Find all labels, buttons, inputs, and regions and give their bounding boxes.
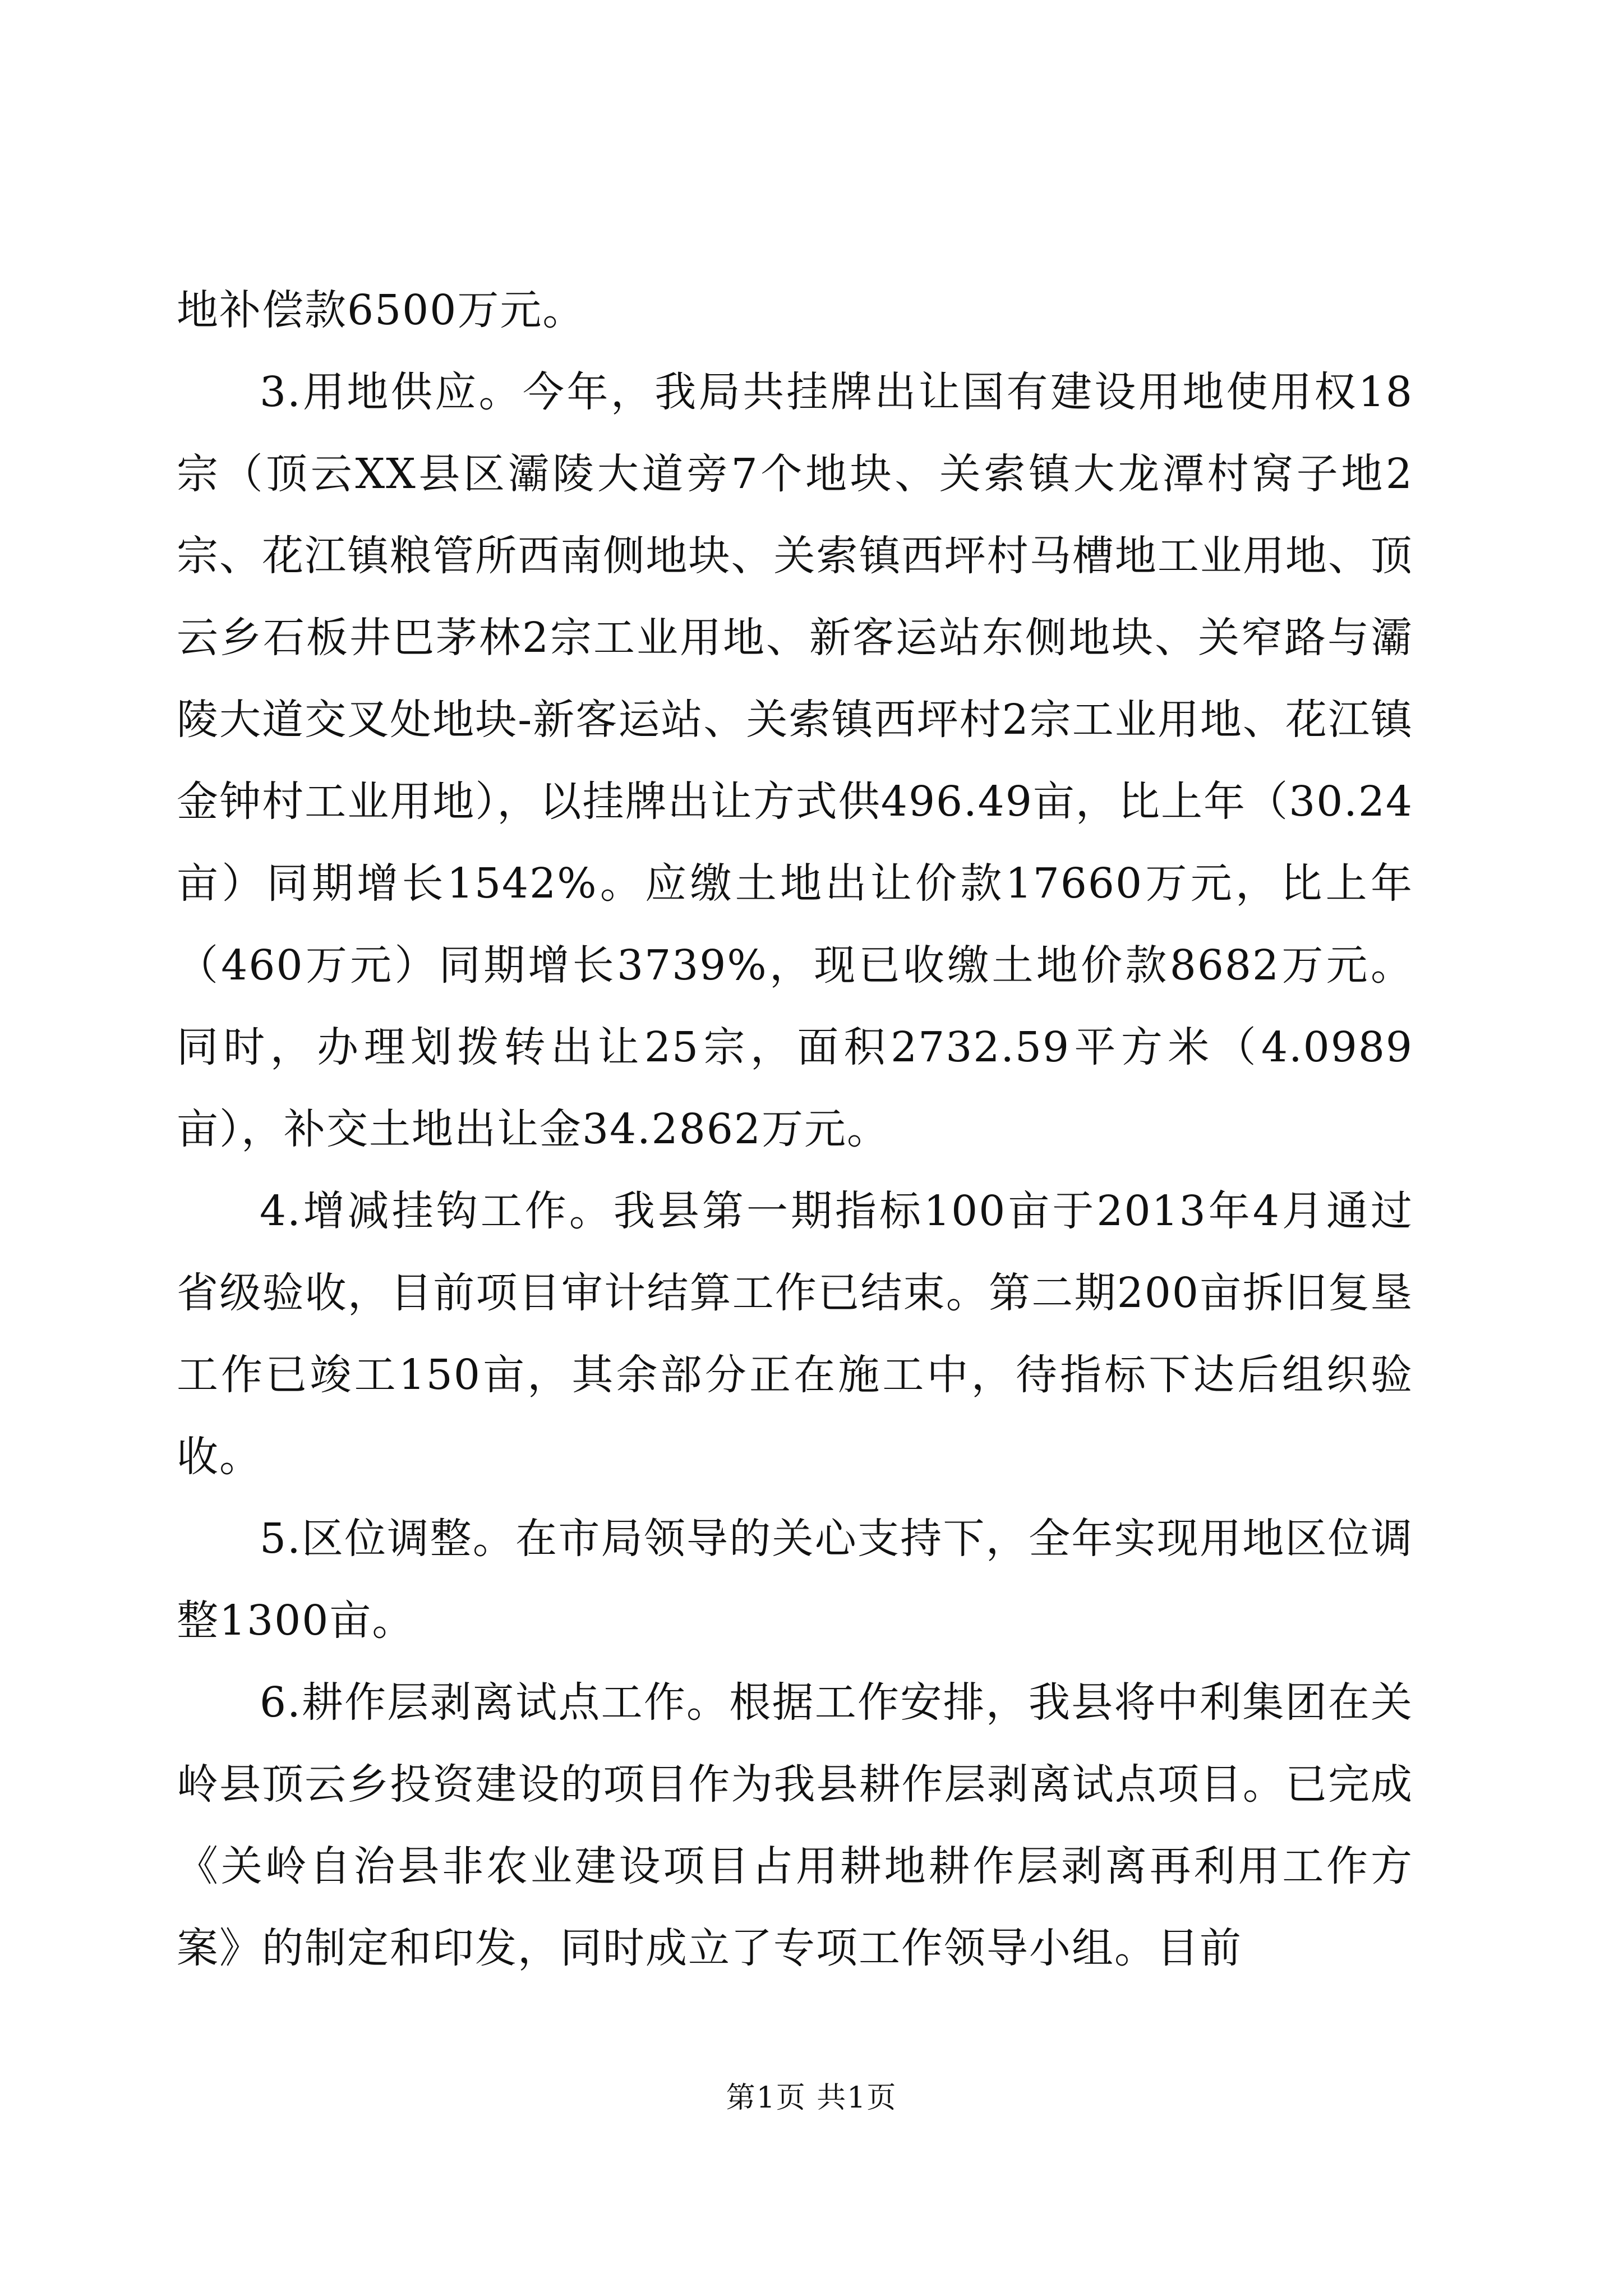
document-body [177,269,1413,1989]
paragraph-location-adjustment: 5.区位调整。在市局领导的关心支持下，全年实现用地区位调整1300亩。 [177,1515,1413,1645]
paragraph-topsoil-stripping: 6.耕作层剥离试点工作。根据工作安排，我县将中利集团在关岭县顶云乡投资建设的项目作为我县耕作层剥离试点项目。已完成《关岭自治县非农业建设项目占用耕地耕作层剥离再利用工作方案》的制定和印发，同时成立了专项工作领导小组。目前 [177,1678,1413,1972]
paragraph-land-supply: 3.用地供应。今年，我局共挂牌出让国有建设用地使用权18宗（顶云XX县区灞陵大道旁7个地块、关索镇大龙潭村窝子地2宗、花江镇粮管所西南侧地块、关索镇西坪村马槽地工业用地、顶云乡石板井巴茅林2宗工业用地、新客运站东侧地块、关窄路与灞陵大道交叉处地块-新客运站、关索镇西坪村2宗工业用地、花江镇金钟村工业用地），以挂牌出让方式供496.49亩，比上年（30.24亩）同期增长1542%。应缴土地出让价款17660万元，比上年（460万元）同期增长3739%，现已收缴土地价款8682万元。同时，办理划拨转出让25宗，面积2732.59平方米（4.0989亩），补交土地出让金34.2862万元。 [177,368,1413,1153]
paragraph-continuation: 地补偿款6500万元。 [177,286,585,334]
page-footer: 第1页 共1页 [726,2081,897,2115]
paragraph-linkage-work: 4.增减挂钩工作。我县第一期指标100亩于2013年4月通过省级验收，目前项目审计结算工作已结束。第二期200亩拆旧复垦工作已竣工150亩，其余部分正在施工中，待指标下达后组织验收。 [177,1187,1413,1481]
